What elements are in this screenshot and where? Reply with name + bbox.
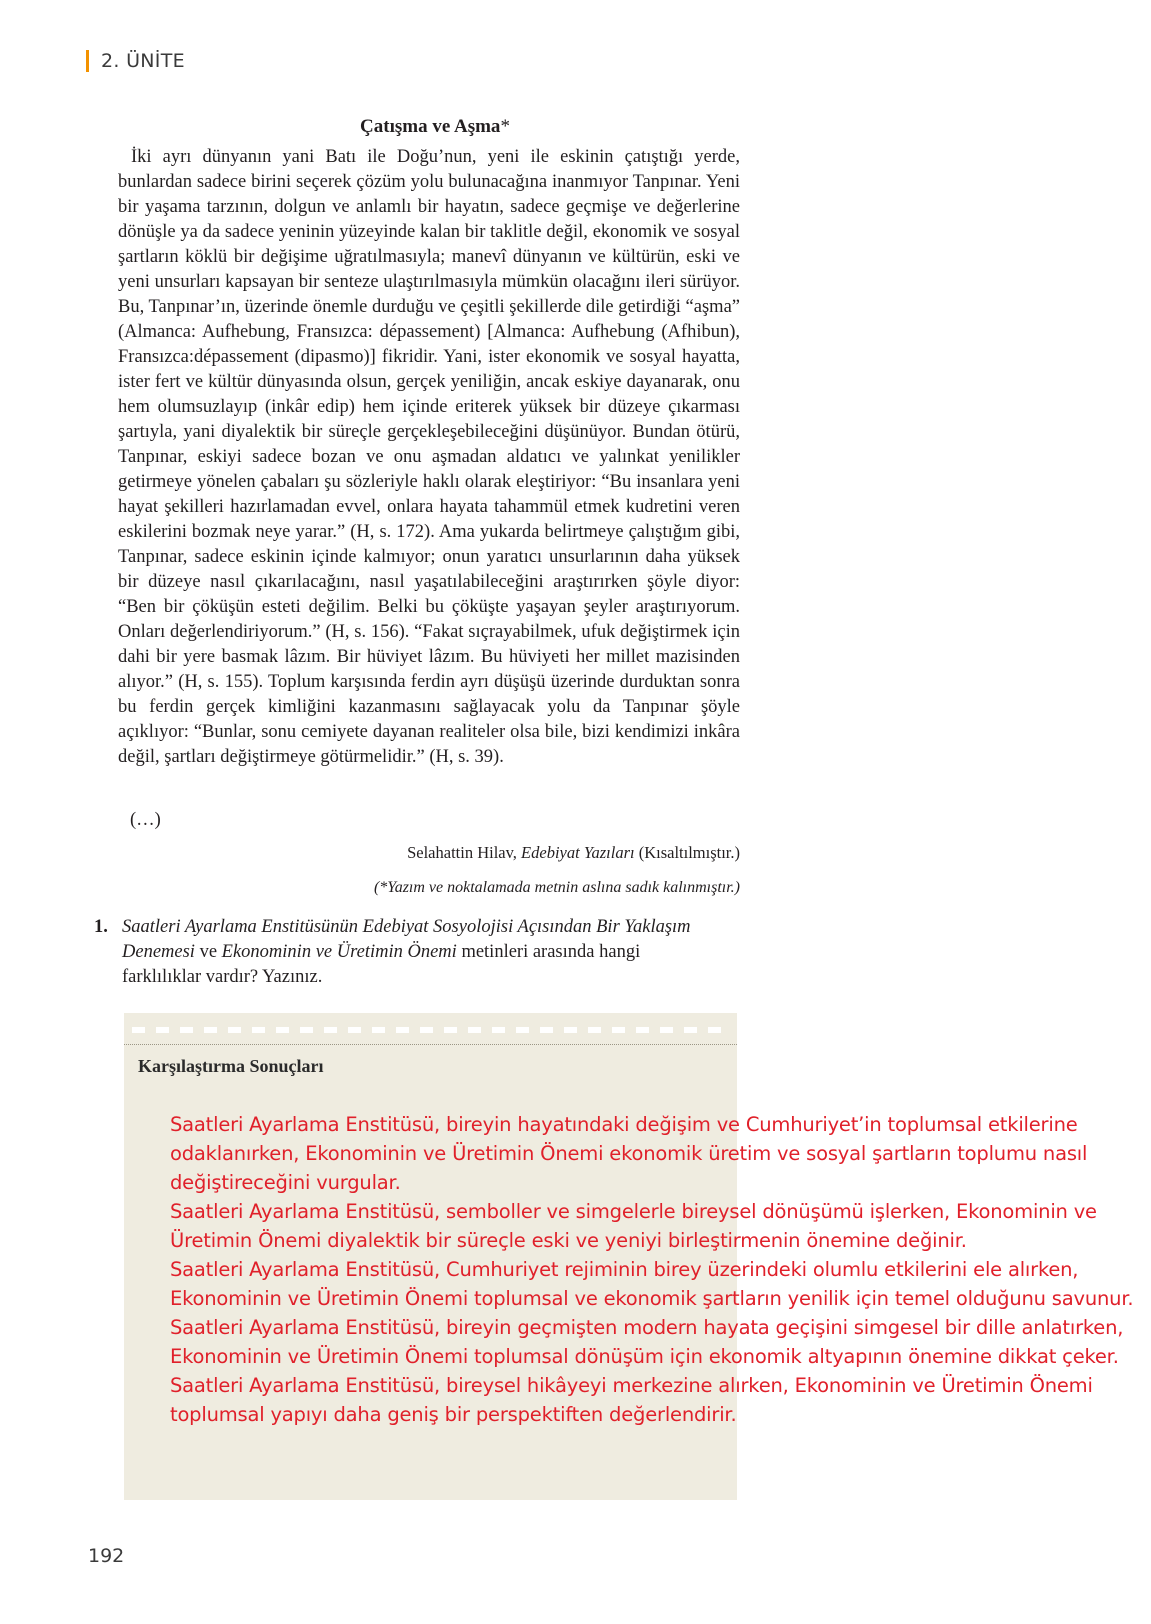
- answer-line: Saatleri Ayarlama Enstitüsü, semboller ve simgelerle bireysel dönüşümü işlerken, Ekonominin ve Üretimin Önemi diyalektik bir süreçle eski ve yeniyi birleştirmenin önemine değinir.: [170, 1200, 1097, 1252]
- article-title: [130, 115, 740, 139]
- article-body: İki ayrı dünyanın yani Batı ile Doğu’nun, yeni ile eskinin çatıştığı yerde, bunlardan sadece birini seçerek çözüm yolu bulunacağına inanmıyor Tanpınar. Yeni bir yaşama tarzının, dolgun ve anlamlı bir hayatın, sadece geçmişe ve değerlerine dönüşle ya da sadece yeninin yüzeyinde kalan bir taklitle değil, ekonomik ve sosyal şartların köklü bir değişime uğratılmasıyla; manevî dünyanın ve kültürün, eski ve yeni unsurları kapsayan bir senteze ulaştırılmasıyla mümkün olacağını ileri sürüyor. Bu, Tanpınar’ın, üzerinde önemle durduğu ve çeşitli şekillerde dile getirdiği “aşma” (Almanca: Aufhebung, Fransızca: dépassement) [Almanca: Aufhebung (Afhibun), Fransızca:dépassement (dipasmo)] fikridir. Yani, ister ekonomik ve sosyal hayatta, ister fert ve kültür dünyasında olsun, gerçek yeniliğin, ancak eskiye dayanarak, onu hem olumsuzlayıp (inkâr edip) hem içinde eriterek yüksek bir düzeye çıkarması şartıyla, yani diyalektik bir süreçle gerçekleşebileceğini düşünüyor. Bundan ötürü, Tanpınar, eskiyi sadece bozan ve onu aşmadan aldatıcı ve yalınkat yenilikler getirmeye yönelen çabaları şu sözleriyle haklı olarak eleştiriyor: “Bu insanlara yeni hayat şekilleri hazırlamadan evvel, onlara hayata tahammül etmek kudretini veren eskilerini bozmak neye yarar.” (H, s. 172). Ama yukarda belirtmeye çalıştığım gibi, Tanpınar, sadece eskinin içinde kalmıyor; onun yaratıcı unsurlarının daha yüksek bir düzeye nasıl çıkarılacağını, nasıl yaşatılabileceğini araştırırken şöyle diyor: “Ben bir çöküşün esteti değilim. Belki bu çöküşte yaşayan şeyler araştırıyorum. Onları değerlendiriyorum.” (H, s. 156). “Fakat sıçrayabilmek, ufuk değiştirmek için dahi bir yere basmak lâzım. Bir hüviyet lâzım. Bu hüviyeti her millet mazisinden alıyor.” (H, s. 155). Toplum karşısında ferdin ayrı düşüşü üzerinde durduktan sonra bu ferdin gerçek kimliğini kazanmasını sağlayacak yolu da Tanpınar şöyle açıklıyor: “Bunlar, sonu cemiyete dayanan realiteler olsa bile, bizi kendimizi inkâra değil, şartları değiştirmeye götürmelidir.” (H, s. 39).: [118, 147, 740, 767]
- question-number: 1.: [94, 917, 108, 937]
- question-title-1: Saatleri Ayarlama Enstitüsünün Edebiyat Sosyolojisi Açısından Bir Yaklaşım Denemesi: [122, 917, 691, 962]
- unit-accent-bar: [86, 50, 89, 72]
- source-work: Edebiyat Yazıları: [521, 843, 635, 862]
- dashed-divider: [132, 1027, 731, 1033]
- answer-line: Saatleri Ayarlama Enstitüsü, bireyin hayatındaki değişim ve Cumhuriyet’in toplumsal etkilerine odaklanırken, Ekonominin ve Üretimin Önemi ekonomik üretim ve sosyal şartların toplumu nasıl değiştireceğini vurgular.: [170, 1113, 1088, 1194]
- page-number: 192: [88, 1545, 125, 1567]
- answer-box-title: Karşılaştırma Sonuçları: [138, 1056, 324, 1076]
- article-source: [407, 842, 740, 864]
- question-title-2: Ekonominin ve Üretimin Önemi: [221, 942, 457, 962]
- question-item: [94, 915, 744, 990]
- unit-title: 2. ÜNİTE: [101, 50, 185, 72]
- answer-text: [170, 1110, 1145, 1429]
- answer-line: Saatleri Ayarlama Enstitüsü, bireyin geçmişten modern hayata geçişini simgesel bir dille anlatırken, Ekonominin ve Üretimin Önemi toplumsal dönüşüm için ekonomik altyapının önemine dikkat çeker.: [170, 1316, 1124, 1368]
- question-text: [122, 915, 722, 990]
- answer-line: Saatleri Ayarlama Enstitüsü, bireysel hikâyeyi merkezine alırken, Ekonominin ve Üretimin Önemi toplumsal yapıyı daha geniş bir perspektiften değerlendirir.: [170, 1374, 1093, 1426]
- article-footnote: (*Yazım ve noktalamada metnin aslına sadık kalınmıştır.): [373, 879, 740, 896]
- question-rest: metinleri arasında hangi farklılıklar vardır? Yazınız.: [122, 942, 641, 987]
- dotted-divider: [124, 1044, 737, 1045]
- source-author: Selahattin Hilav,: [407, 843, 522, 862]
- article-ellipsis: (…): [130, 810, 161, 830]
- source-note: (Kısaltılmıştır.): [634, 843, 740, 862]
- unit-header: [86, 48, 185, 74]
- answer-line: Saatleri Ayarlama Enstitüsü, Cumhuriyet rejiminin birey üzerindeki olumlu etkilerini ele alırken, Ekonominin ve Üretimin Önemi toplumsal ve ekonomik şartların yenilik için temel olduğunu savunur.: [170, 1258, 1134, 1310]
- article-title-mark: *: [500, 116, 510, 137]
- question-connector: ve: [194, 942, 222, 962]
- article-title-text: Çatışma ve Aşma: [360, 116, 501, 137]
